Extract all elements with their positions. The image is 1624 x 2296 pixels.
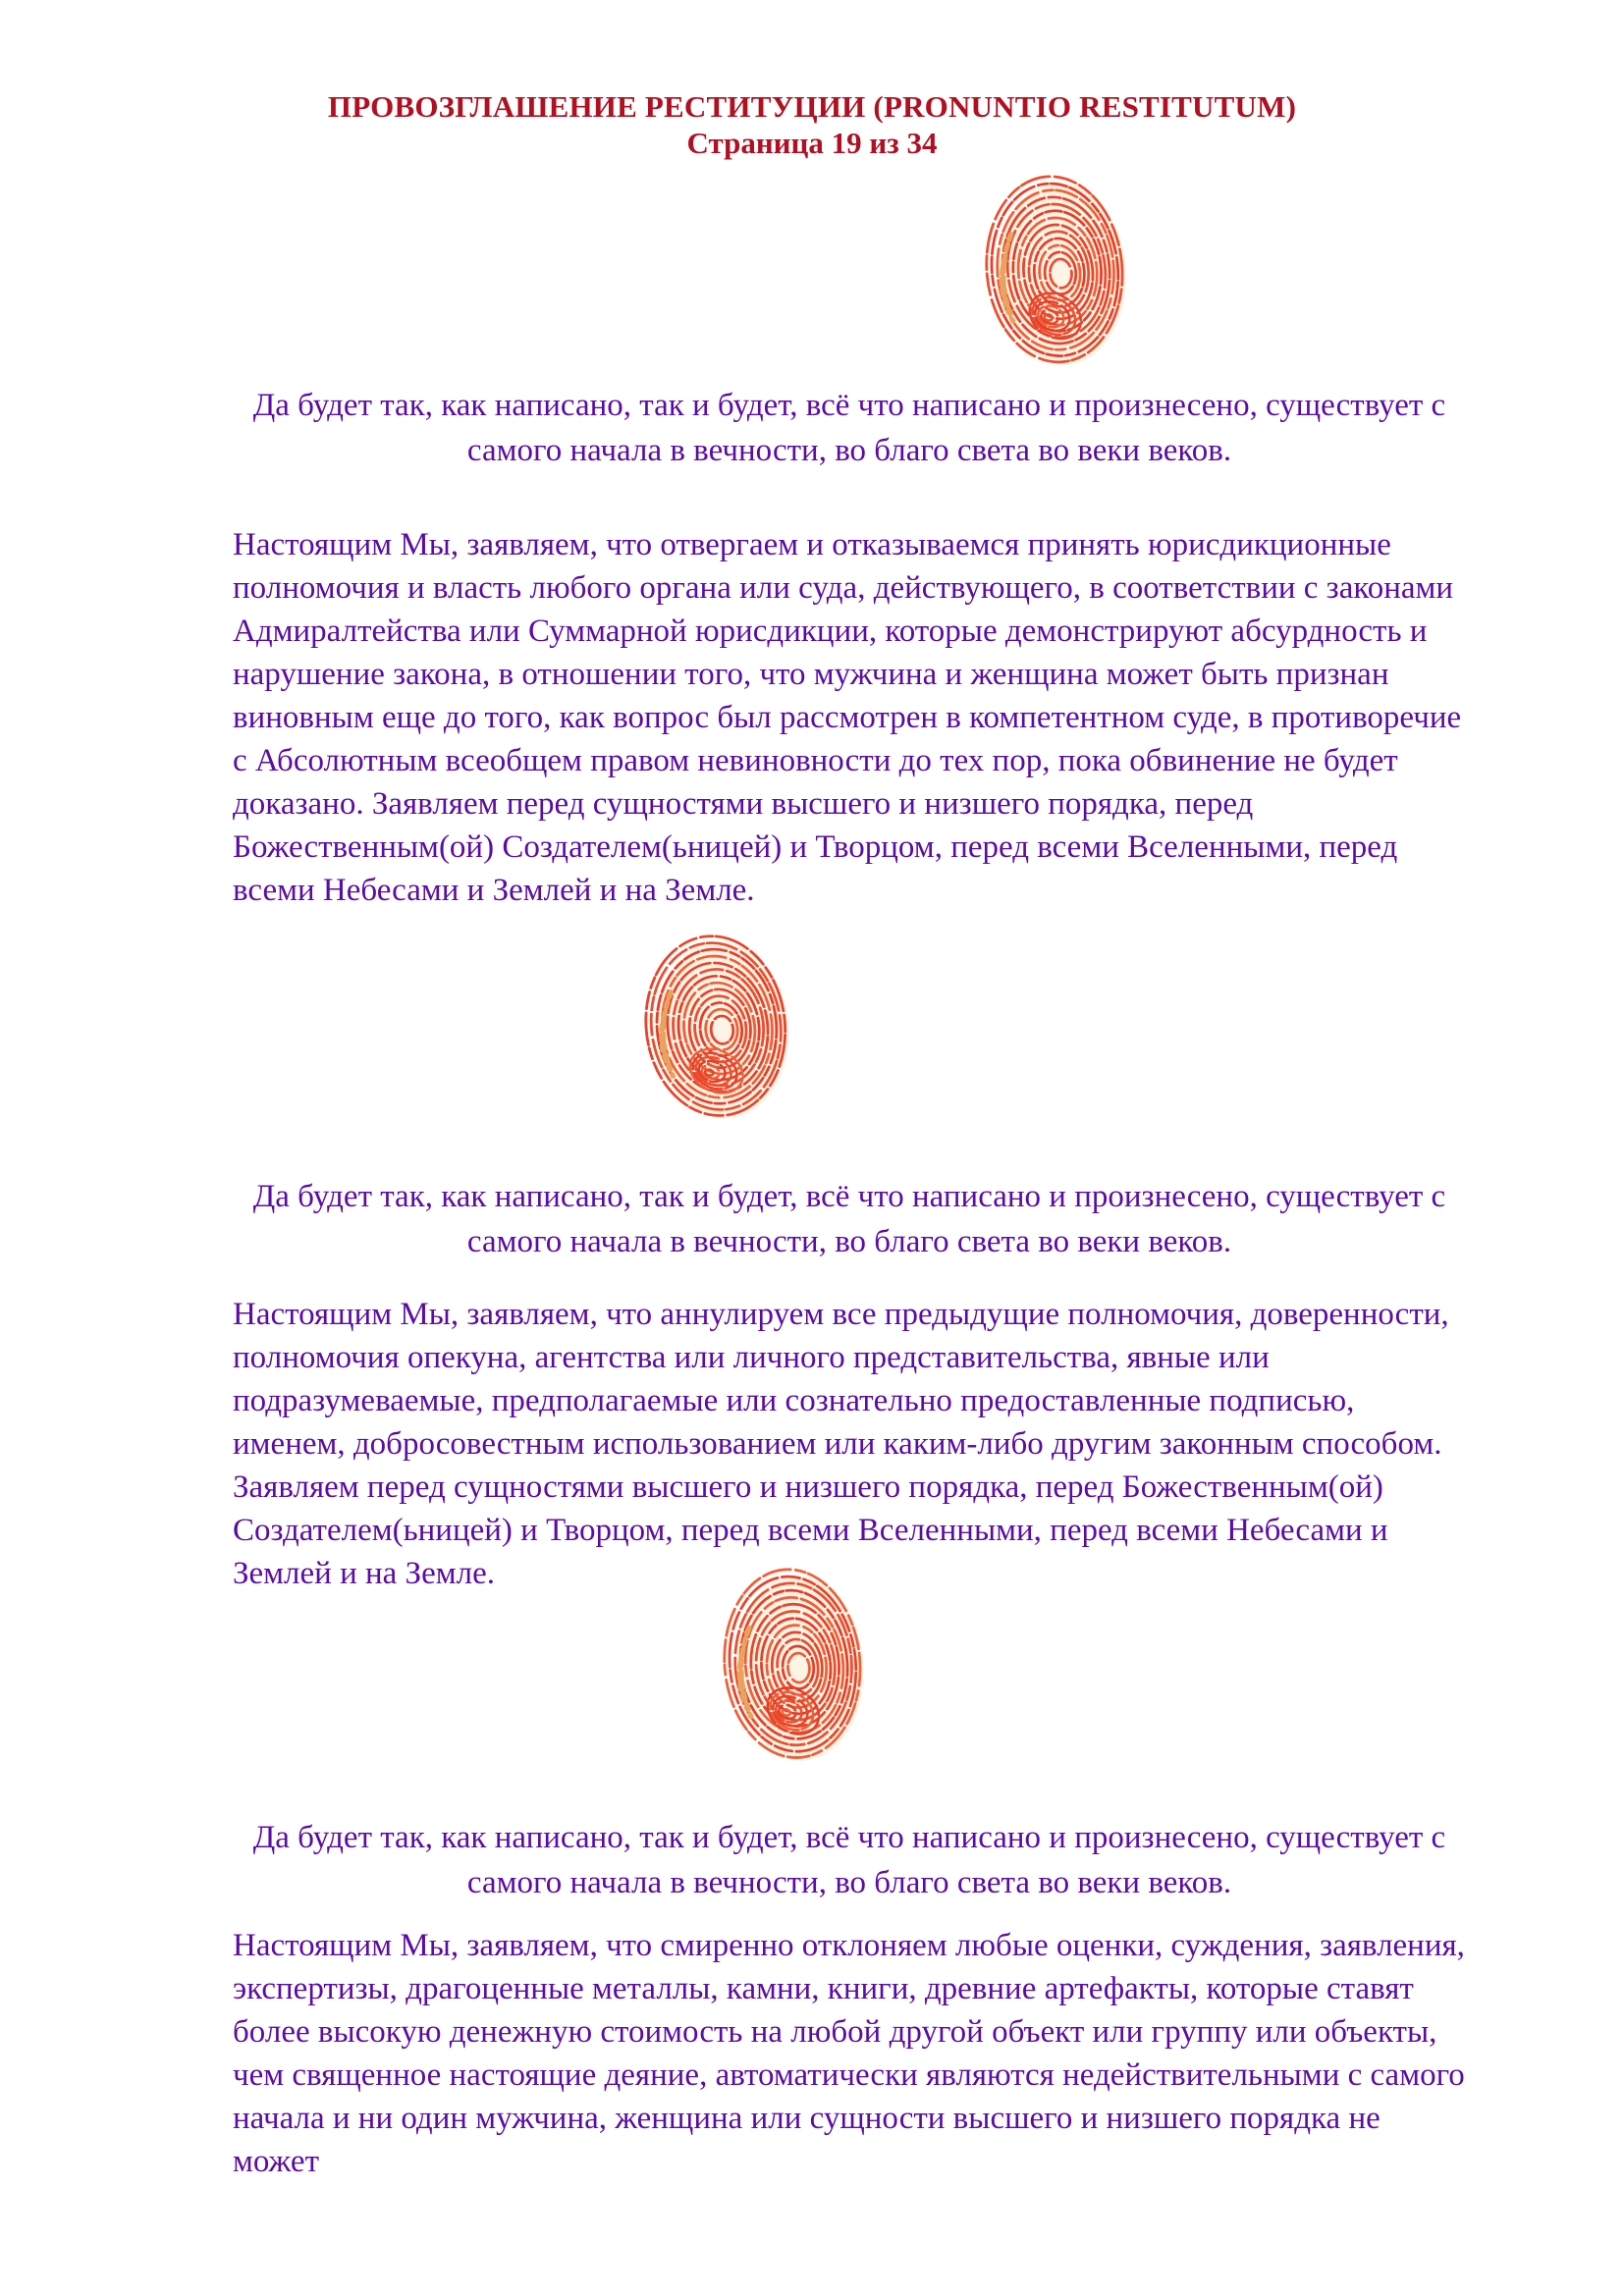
blessing-text: Да будет так, как написано, так и будет, всё что написано и произнесено, существует с самого начала в вечности, во благо света во веки веков.	[252, 388, 1446, 468]
fingerprint-stamp-icon	[723, 1566, 874, 1777]
declaration-paragraph-3: Настоящим Мы, заявляем, что смиренно отклоняем любые оценки, суждения, заявления, экспертизы, драгоценные металлы, камни, книги, древние артефакты, которые ставят более высокую денежную стоимость на любой другой объект или группу или объекты, чем священное настоящие деяние, автоматически являются недействительными с самого начала и ни один мужчина, женщина или сущности высшего и низшего порядка не может	[233, 1928, 1465, 2179]
blessing-text: Да будет так, как написано, так и будет, всё что написано и произнесено, существует с самого начала в вечности, во благо света во веки веков.	[252, 1820, 1446, 1900]
declaration-paragraph-1: Настоящим Мы, заявляем, что отвергаем и отказываемся принять юрисдикционные полномочия и власть любого органа или суда, действующего, в соответствии с законами Адмиралтейства или Суммарной юрисдикции, которые демонстрируют абсурдность и нарушение закона, в отношении того, что мужчина и женщина может быть признан виновным еще до того, как вопрос был рассмотрен в компетентном суде, в противоречие с Абсолютным всеобщем правом невиновности до тех пор, пока обвинение не будет доказано. Заявляем перед сущностями высшего и низшего порядка, перед Божественным(ой) Создателем(ьницей) и Творцом, перед всеми Вселенными, перед всеми Небесами и Землей и на Земле.	[233, 527, 1462, 908]
declaration-paragraph-2: Настоящим Мы, заявляем, что аннулируем все предыдущие полномочия, доверенности, полномочия опекуна, агентства или личного представительства, явные или подразумеваемые, предполагаемые или сознательно предоставленные подписью, именем, добросовестным использованием или каким-либо другим законным способом. Заявляем перед сущностями высшего и низшего порядка, перед Божественным(ой) Создателем(ьницей) и Творцом, перед всеми Вселенными, перед всеми Небесами и Землей и на Земле.	[233, 1297, 1449, 1591]
document-header	[0, 88, 1624, 161]
blessing-text: Да будет так, как написано, так и будет, всё что написано и произнесено, существует с самого начала в вечности, во благо света во веки веков.	[252, 1179, 1446, 1259]
fingerprint-stamp-icon	[644, 933, 799, 1134]
document-title: ПРОВОЗГЛАШЕНИЕ РЕСТИТУЦИИ (PRONUNTIO RESTITUTUM)	[327, 89, 1297, 124]
page-indicator: Страница 19 из 34	[686, 126, 938, 160]
fingerprint-stamp-icon	[985, 173, 1136, 381]
